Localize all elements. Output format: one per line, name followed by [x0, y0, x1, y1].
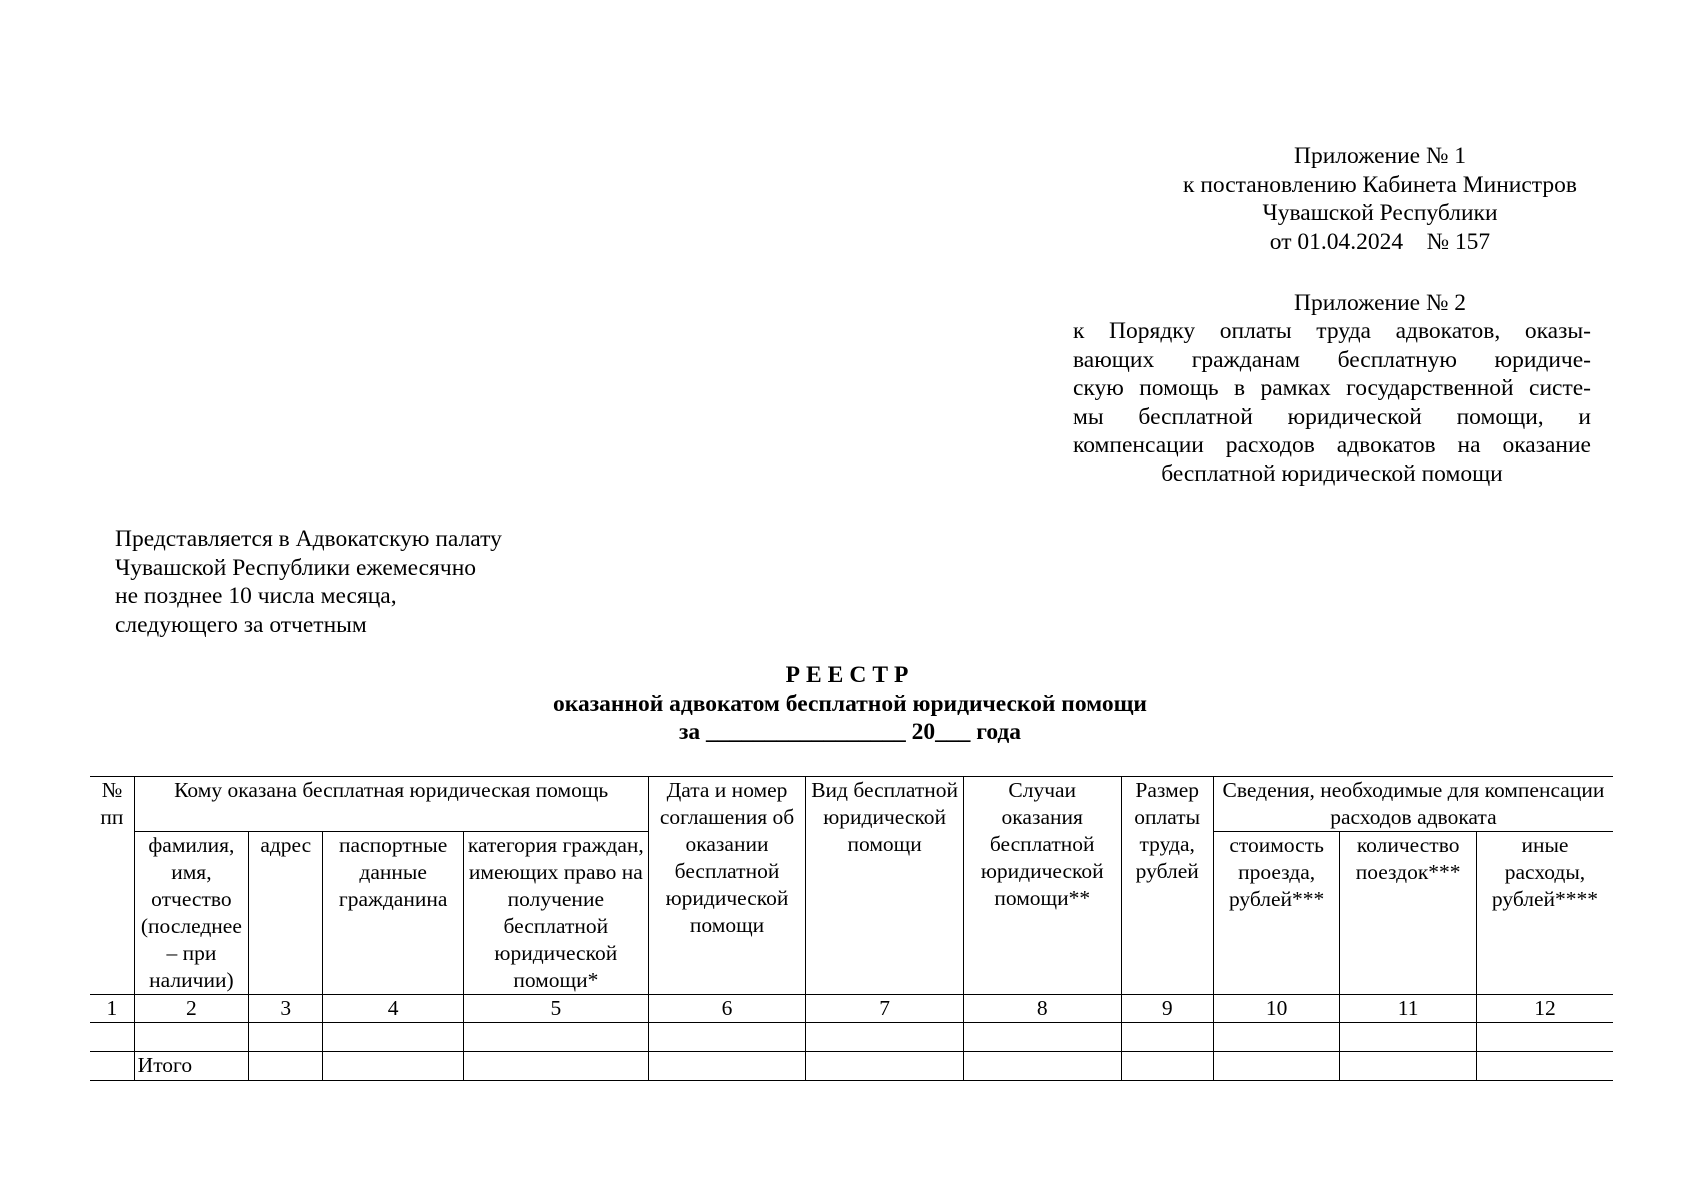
appendix-2-title: Приложение № 2	[1293, 290, 1467, 316]
table-cell[interactable]	[1213, 1052, 1339, 1081]
appendix-2-line: скую помощь в рамках государственной систе-	[1073, 375, 1591, 401]
column-number: 9	[1121, 995, 1213, 1023]
document-heading: РЕЕСТР	[785, 662, 915, 688]
submission-note-line: не позднее 10 числа месяца,	[115, 583, 397, 609]
table-cell[interactable]	[134, 1023, 248, 1052]
column-number: 10	[1213, 995, 1339, 1023]
registry-table	[90, 776, 1613, 1081]
group-header-compensation: Сведения, необходимые для компенсации расходов адвоката	[1213, 777, 1613, 832]
column-number: 6	[648, 995, 806, 1023]
appendix-2-line: к Порядку оплаты труда адвокатов, оказы-	[1073, 318, 1591, 344]
table-cell[interactable]	[963, 1052, 1121, 1081]
table-cell[interactable]	[963, 1023, 1121, 1052]
appendix-2-line: мы бесплатной юридической помощи, и	[1073, 403, 1591, 430]
table-cell[interactable]	[1121, 1023, 1213, 1052]
table-cell[interactable]	[806, 1052, 964, 1081]
table-cell[interactable]	[323, 1023, 464, 1052]
table-cell[interactable]	[806, 1023, 964, 1052]
appendix-1-line: от 01.04.2024 № 157	[1269, 228, 1491, 255]
submission-note-line: Чувашской Республики ежемесячно	[115, 554, 477, 581]
submission-note-line: следующего за отчетным	[115, 611, 367, 638]
col-header-number: № пп	[90, 777, 134, 995]
col-header-travel-cost: стоимость проезда, рублей***	[1213, 832, 1339, 995]
table-cell[interactable]	[323, 1052, 464, 1081]
col-header-passport: паспортные данные гражданина	[323, 832, 464, 995]
table-cell[interactable]	[1340, 1023, 1477, 1052]
appendix-2-body	[1073, 317, 1591, 488]
submission-note-line: Представляется в Адвокатскую палату	[115, 526, 502, 552]
submission-note	[115, 525, 635, 639]
document-subtitle: оказанной адвокатом бесплатной юридической помощи	[553, 690, 1147, 717]
table-cell[interactable]	[249, 1023, 323, 1052]
appendix-1-line: к постановлению Кабинета Министров	[1183, 171, 1577, 198]
col-header-address: адрес	[249, 832, 323, 995]
table-cell[interactable]	[1121, 1052, 1213, 1081]
table-cell[interactable]	[90, 1023, 134, 1052]
appendix-2-line: бесплатной юридической помощи	[1161, 460, 1503, 487]
table-header-row	[90, 777, 1613, 832]
total-row	[90, 1052, 1613, 1081]
column-number: 5	[463, 995, 648, 1023]
col-header-cases: Случаи оказания бесплатной юридической помощи**	[963, 777, 1121, 995]
appendix-1-line: Чувашской Республики	[1262, 200, 1498, 226]
group-header-recipient: Кому оказана бесплатная юридическая помощь	[134, 777, 648, 832]
column-number: 1	[90, 995, 134, 1023]
total-label: Итого	[134, 1052, 248, 1081]
col-header-agreement: Дата и номер соглашения об оказании бесплатной юридической помощи	[648, 777, 806, 995]
table-row	[90, 1023, 1613, 1052]
appendix-2-line: компенсации расходов адвокатов на оказание	[1073, 432, 1591, 458]
appendix-2-line: вающих гражданам бесплатную юридиче-	[1073, 346, 1591, 373]
column-number: 12	[1476, 995, 1613, 1023]
column-number: 2	[134, 995, 248, 1023]
column-number: 11	[1340, 995, 1477, 1023]
col-header-payment: Размер оплаты труда, рублей	[1121, 777, 1213, 995]
appendix-1-line: Приложение № 1	[1293, 143, 1467, 169]
table-cell[interactable]	[463, 1023, 648, 1052]
col-header-trips: количество поездок***	[1340, 832, 1477, 995]
col-header-type: Вид бесплатной юридической помощи	[806, 777, 964, 995]
table-cell[interactable]	[648, 1023, 806, 1052]
col-header-name: фамилия, имя, отчество (последнее – при наличии)	[134, 832, 248, 995]
table-cell[interactable]	[249, 1052, 323, 1081]
column-number: 7	[806, 995, 964, 1023]
column-numbers-row	[90, 995, 1613, 1023]
table-cell[interactable]	[463, 1052, 648, 1081]
appendix-1-block	[1060, 142, 1697, 256]
column-number: 8	[963, 995, 1121, 1023]
col-header-category: категория граждан, имеющих право на получение бесплатной юридической помощи*	[463, 832, 648, 995]
table-cell[interactable]	[1340, 1052, 1477, 1081]
table-cell[interactable]	[648, 1052, 806, 1081]
column-number: 3	[249, 995, 323, 1023]
table-cell[interactable]	[1213, 1023, 1339, 1052]
col-header-other-expenses: иные расходы, рублей****	[1476, 832, 1613, 995]
document-title	[300, 661, 1400, 747]
column-number: 4	[323, 995, 464, 1023]
table-cell[interactable]	[1476, 1052, 1613, 1081]
document-period: за _________________ 20___ года	[678, 719, 1022, 745]
table-cell[interactable]	[1476, 1023, 1613, 1052]
table-cell[interactable]	[90, 1052, 134, 1081]
